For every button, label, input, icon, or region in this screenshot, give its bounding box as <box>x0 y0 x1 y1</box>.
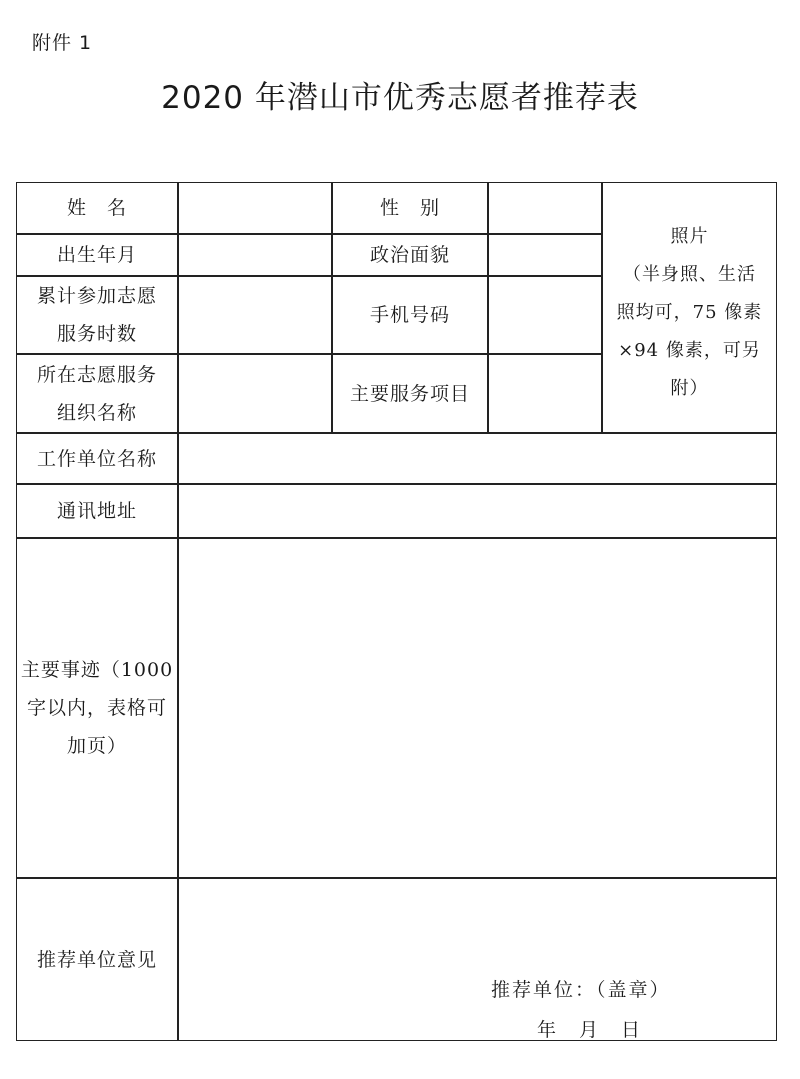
birth-field[interactable] <box>179 235 331 275</box>
workplace-field[interactable] <box>179 434 776 483</box>
label-organization: 所在志愿服务 组织名称 <box>36 363 157 424</box>
photo-note-line: 附） <box>670 378 709 399</box>
name-field[interactable] <box>179 183 331 233</box>
label-main-service: 主要服务项目 <box>349 382 470 405</box>
recommendation-form <box>16 182 777 1041</box>
photo-area[interactable] <box>603 218 776 408</box>
label-address: 通讯地址 <box>56 500 137 522</box>
page-title: 2020 年潜山市优秀志愿者推荐表 <box>161 80 639 116</box>
opinion-field[interactable] <box>179 879 776 1040</box>
attachment-label: 附件 1 <box>32 32 93 54</box>
phone-field[interactable] <box>489 277 601 353</box>
stamp-unit: 推荐单位：（盖章） <box>491 979 671 1001</box>
label-gender: 性 别 <box>379 197 440 219</box>
political-field[interactable] <box>489 235 601 275</box>
photo-note-line: ×94 像素，可另 <box>618 340 761 361</box>
service-hours-field[interactable] <box>179 277 331 353</box>
organization-field[interactable] <box>179 355 331 432</box>
photo-note-line: 照均可，75 像素 <box>616 302 763 323</box>
label-phone: 手机号码 <box>369 304 450 326</box>
main-deeds-field[interactable] <box>179 539 776 877</box>
photo-caption: 照片 <box>670 226 709 247</box>
photo-note-line: （半身照、生活 <box>623 264 756 285</box>
label-main-deeds: 主要事迹（1000 字以内，表格可 加页） <box>20 659 174 757</box>
label-political: 政治面貌 <box>369 244 450 266</box>
gender-field[interactable] <box>489 183 601 233</box>
label-name: 姓 名 <box>66 197 127 219</box>
label-birth: 出生年月 <box>56 244 137 266</box>
address-field[interactable] <box>179 485 776 537</box>
label-opinion: 推荐单位意见 <box>36 948 157 971</box>
main-service-field[interactable] <box>489 355 601 432</box>
label-workplace: 工作单位名称 <box>36 447 157 470</box>
stamp-date: 年 月 日 <box>537 1019 643 1041</box>
label-service-hours: 累计参加志愿 服务时数 <box>36 285 157 345</box>
